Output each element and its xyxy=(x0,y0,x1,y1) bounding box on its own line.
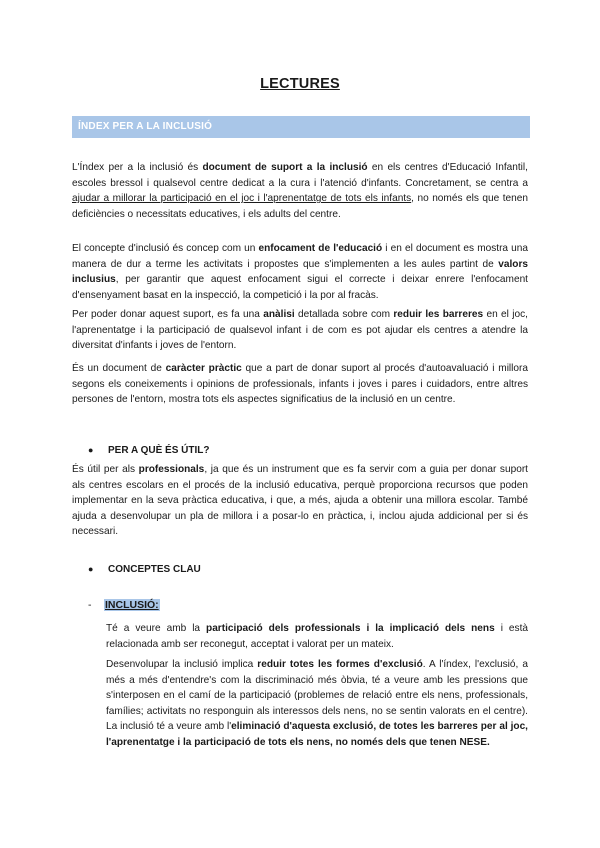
bold-text: document de suport a la inclusió xyxy=(202,162,368,173)
text: Per poder donar aquest suport, es fa una xyxy=(72,309,264,320)
text: i està relacionada amb ser reconegut, acceptat i valorat per un mateix. xyxy=(106,623,528,650)
paragraph-inclusion-exclusion xyxy=(106,657,528,751)
bullet-label: CONCEPTES CLAU xyxy=(108,564,201,575)
text: , no només els que tenen deficiències o necessitats educatives, i els adults del centre. xyxy=(72,193,528,220)
bold-text: reduir totes les formes d'exclusió xyxy=(257,659,423,670)
paragraph-support xyxy=(72,307,528,354)
paragraph-practical xyxy=(72,361,528,408)
underlined-text: ajudar a millorar la participació en el joc i l'aprenentatge de tots els infants xyxy=(72,193,412,205)
paragraph-inclusion-definition xyxy=(106,621,528,652)
bold-text: eliminació d'aquesta exclusió, de totes les barreres per al joc, l'aprenentatge i la participació de tots els nens, no només dels que tenen NESE. xyxy=(106,721,528,748)
text: És útil per als xyxy=(72,464,139,475)
text: Té a veure amb la xyxy=(106,623,207,634)
bullet-heading-key-concepts xyxy=(88,562,201,577)
dash-marker: - xyxy=(88,599,92,611)
bold-text: caràcter pràctic xyxy=(165,363,242,374)
text: detallada sobre com xyxy=(294,309,394,320)
paragraph-useful xyxy=(72,462,528,540)
text: . A l'índex, l'exclusió, a més a més d'entendre's com la discriminació més òbvia, té a veure amb les pressions que s'interposen en el camí de la participació (problemes de relació entre els nens, professionals, famílies; activitats no responguin als interessos dels nens, no se sentin valorats en el centre). La inclusió té a veure amb l' xyxy=(106,659,528,733)
paragraph-concept xyxy=(72,241,528,303)
bold-text: valors inclusius xyxy=(72,258,528,286)
text: El concepte d'inclusió és concep com un xyxy=(72,243,259,254)
text: que a part de donar suport al procés d'autoavaluació i millora segons els coneixements i opinions de professionals, infants i joves i pares i cuidadors, entre altres persones de l'entorn, mostra tots els aspectes significatius de la inclusió en un centre. xyxy=(72,363,529,406)
bullet-icon: ● xyxy=(88,445,94,455)
text: en el joc, l'aprenentatge i la participació de qualsevol infant i de com es pot ajudar els centres a atendre la diversitat d'infants i joves de l'entorn. xyxy=(72,309,528,352)
bold-text: anàlisi xyxy=(263,309,295,320)
text: L'Índex per a la inclusió és xyxy=(72,162,203,173)
text: en els centres d'Educació Infantil, escoles bressol i qualsevol centre dedicat a la cura i l'atenció d'infants. Concretament, se centra a xyxy=(72,162,528,189)
bullet-heading-useful xyxy=(88,443,210,458)
bold-text: reduir les barreres xyxy=(393,309,484,320)
text: Desenvolupar la inclusió implica xyxy=(106,659,258,670)
bold-text: enfocament de l'educació xyxy=(258,243,383,254)
section-header-index: ÍNDEX PER A LA INCLUSIÓ xyxy=(72,116,530,138)
text: , per garantir que aquest enfocament sigui el correcte i deixar enrere l'enfocament d'ensenyament basat en la inspecció, la competició i la por al fracàs. xyxy=(72,274,528,301)
text: , ja que és un instrument que es fa servir com a guia per donar suport als centres escolars en el procés de la inclusió educativa, perquè proporciona recursos que poden implementar en la seva pràctica educativa, i que, a més, ajuda a obtenir una millora escolar. També ajuda a desenvolupar un pla de millora i a posar-lo en pràctica, i, inclou ajuda addicional per si és necessari. xyxy=(72,464,528,538)
bold-text: professionals xyxy=(138,464,205,475)
bullet-label: PER A QUÈ ÉS ÚTIL? xyxy=(108,445,210,456)
text: És un document de xyxy=(72,363,166,374)
bullet-icon: ● xyxy=(88,564,94,574)
text: i en el document es mostra una manera de dur a terme les activitats i propostes que s'implementen a les aules partint de xyxy=(72,243,529,270)
subheading-inclusion xyxy=(88,598,160,612)
subheading-label: INCLUSIÓ: xyxy=(105,599,159,611)
bold-text: participació dels professionals i la implicació dels nens xyxy=(206,623,495,634)
paragraph-intro xyxy=(72,160,528,222)
page-title: LECTURES xyxy=(260,76,340,92)
